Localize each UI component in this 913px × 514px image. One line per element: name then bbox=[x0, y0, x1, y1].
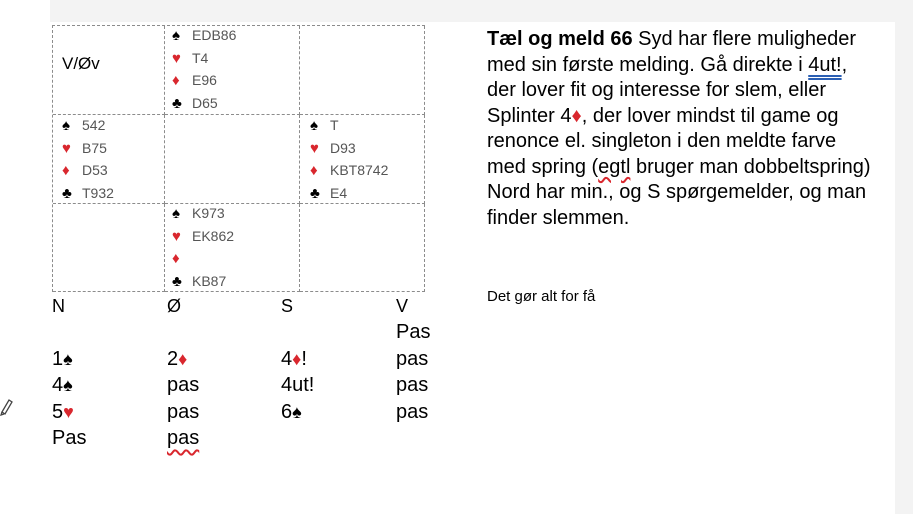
call-text: 1 bbox=[52, 347, 64, 370]
suit-icon: ♠ bbox=[63, 348, 73, 369]
call-text: Pas bbox=[52, 427, 87, 449]
heart-icon: ♥ bbox=[172, 49, 181, 67]
auction-call bbox=[281, 374, 314, 397]
south-hand-row bbox=[172, 247, 234, 270]
auction-call bbox=[167, 374, 199, 397]
south-hand-row bbox=[172, 225, 234, 248]
east-hand-row bbox=[310, 137, 388, 160]
heart-icon: ♥ bbox=[62, 139, 71, 157]
diamond-icon: ♦ bbox=[172, 250, 180, 267]
commentary-text: , der lover fit og interesse for slem, eller Splinter 4 bbox=[487, 53, 848, 127]
west-hand-row bbox=[62, 159, 114, 182]
commentary-text: bruger man dobbeltspring) Nord har min., og S spørgemelder, og man finder slemmen. bbox=[487, 155, 871, 229]
south-hand bbox=[172, 202, 234, 292]
right-margin-strip bbox=[895, 22, 913, 514]
suit-icon: ♠ bbox=[63, 375, 73, 395]
club-icon: ♣ bbox=[172, 94, 182, 112]
card-holding: KB87 bbox=[192, 272, 227, 289]
west-hand-row bbox=[62, 137, 114, 160]
auction-call bbox=[396, 401, 428, 424]
diamond-icon: ♦ bbox=[310, 162, 318, 179]
south-hand-row bbox=[172, 270, 234, 293]
auction-header: V bbox=[396, 296, 409, 316]
spade-icon: ♠ bbox=[172, 27, 180, 44]
call-text: pas bbox=[167, 374, 200, 396]
commentary-paragraph bbox=[487, 27, 877, 231]
east-hand-row bbox=[310, 159, 388, 182]
call-text: 6 bbox=[281, 400, 293, 423]
east-hand-row bbox=[310, 114, 388, 137]
auction-header: Ø bbox=[167, 296, 182, 316]
diamond-icon: ♦ bbox=[571, 104, 582, 127]
west-hand-row bbox=[62, 114, 114, 137]
call-text: pas bbox=[167, 427, 200, 449]
top-toolbar-strip bbox=[50, 0, 913, 22]
card-holding: K973 bbox=[192, 205, 225, 221]
linked-term: 4ut! bbox=[808, 53, 842, 76]
auction-call bbox=[167, 427, 199, 450]
diamond-icon: ♦ bbox=[62, 162, 70, 179]
card-holding: D53 bbox=[82, 162, 108, 178]
call-text: pas bbox=[396, 374, 429, 396]
card-holding: B75 bbox=[82, 139, 107, 156]
auction-call bbox=[52, 348, 73, 371]
card-holding: E4 bbox=[330, 184, 348, 201]
spade-icon: ♠ bbox=[172, 205, 180, 222]
commentary-text: Syd har flere muligheder med sin første melding. Gå direkte i bbox=[487, 28, 857, 76]
vulnerability-label: V/Øv bbox=[62, 54, 100, 73]
suit-icon: ♠ bbox=[292, 401, 302, 422]
spelling-error: egtl bbox=[598, 155, 631, 178]
note-text: Det gør alt for få bbox=[487, 288, 596, 305]
call-text: pas bbox=[167, 400, 200, 423]
grid-cell-center bbox=[165, 115, 300, 204]
card-holding: KBT8742 bbox=[330, 162, 389, 178]
auction-call bbox=[281, 348, 307, 371]
auction-header: S bbox=[281, 296, 294, 316]
auction-call bbox=[52, 401, 74, 424]
call-text: 4ut! bbox=[281, 374, 315, 396]
east-hand bbox=[310, 114, 388, 204]
card-holding: T4 bbox=[192, 49, 209, 66]
suit-icon: ♥ bbox=[63, 401, 74, 422]
call-text: 4 bbox=[281, 347, 293, 370]
auction-call bbox=[396, 321, 430, 344]
call-text: 5 bbox=[52, 400, 64, 423]
auction-call bbox=[167, 348, 187, 371]
auction-call bbox=[167, 401, 199, 424]
card-holding: EDB86 bbox=[192, 27, 237, 43]
suit-icon: ♦ bbox=[292, 348, 302, 369]
heart-icon: ♥ bbox=[172, 227, 181, 245]
club-icon: ♣ bbox=[62, 184, 72, 202]
commentary-text: , der lover mindst til game og renonce el. singleton i den meldte farve med spring ( bbox=[487, 104, 839, 178]
card-holding: T932 bbox=[82, 184, 114, 201]
club-icon: ♣ bbox=[172, 272, 182, 290]
west-hand bbox=[62, 114, 114, 204]
auction-call bbox=[52, 374, 73, 397]
card-holding: T bbox=[330, 117, 339, 133]
auction-call bbox=[396, 374, 428, 397]
card-holding: D65 bbox=[192, 94, 218, 111]
spade-icon: ♠ bbox=[62, 117, 70, 134]
call-text: 4 bbox=[52, 374, 64, 396]
east-hand-row bbox=[310, 182, 388, 205]
card-holding: 542 bbox=[82, 117, 106, 133]
west-hand-row bbox=[62, 182, 114, 205]
call-suffix: ! bbox=[301, 347, 307, 370]
diamond-icon: ♦ bbox=[172, 72, 180, 89]
card-holding: D93 bbox=[330, 139, 356, 156]
south-hand-row bbox=[172, 202, 234, 225]
grid-cell-se bbox=[300, 204, 425, 292]
heart-icon: ♥ bbox=[310, 139, 319, 157]
commentary-title: Tæl og meld 66 bbox=[487, 28, 633, 50]
grid-cell-sw bbox=[53, 204, 165, 292]
card-holding: EK862 bbox=[192, 227, 235, 244]
grid-cell-ne bbox=[300, 26, 425, 115]
pen-tool-icon[interactable] bbox=[0, 396, 14, 416]
auction-call bbox=[396, 348, 428, 371]
north-hand-row bbox=[172, 92, 236, 115]
north-hand-row bbox=[172, 24, 236, 47]
call-text: 2 bbox=[167, 347, 179, 370]
club-icon: ♣ bbox=[310, 184, 320, 202]
card-holding: E96 bbox=[192, 72, 217, 88]
auction-header: N bbox=[52, 296, 65, 316]
north-hand-row bbox=[172, 47, 236, 70]
call-text: Pas bbox=[396, 321, 431, 343]
call-text: pas bbox=[396, 400, 429, 423]
spade-icon: ♠ bbox=[310, 117, 318, 134]
call-text: pas bbox=[396, 347, 429, 370]
auction-call bbox=[52, 427, 86, 450]
auction-call bbox=[281, 401, 302, 424]
north-hand bbox=[172, 24, 236, 114]
north-hand-row bbox=[172, 69, 236, 92]
suit-icon: ♦ bbox=[178, 348, 188, 369]
